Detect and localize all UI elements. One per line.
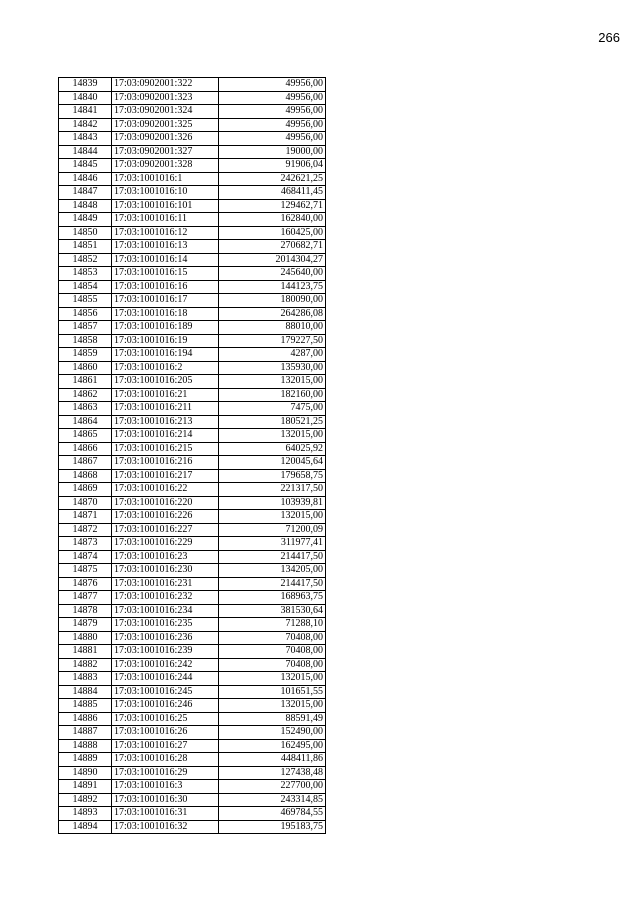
value-cell: 195183,75 [219, 820, 326, 834]
cadastral-number-cell: 17:03:1001016:229 [112, 537, 219, 551]
table-row [59, 550, 326, 564]
value-cell: 144123,75 [219, 280, 326, 294]
cadastral-number-cell: 17:03:1001016:215 [112, 442, 219, 456]
cadastral-number-cell: 17:03:1001016:27 [112, 739, 219, 753]
cadastral-number-cell: 17:03:1001016:231 [112, 577, 219, 591]
table-row [59, 658, 326, 672]
row-number-cell: 14841 [59, 105, 112, 119]
cadastral-number-cell: 17:03:1001016:16 [112, 280, 219, 294]
table-row [59, 186, 326, 200]
row-number-cell: 14866 [59, 442, 112, 456]
value-cell: 179227,50 [219, 334, 326, 348]
row-number-cell: 14878 [59, 604, 112, 618]
table-row [59, 631, 326, 645]
value-cell: 88010,00 [219, 321, 326, 335]
table-row [59, 105, 326, 119]
cadastral-number-cell: 17:03:1001016:230 [112, 564, 219, 578]
table-row [59, 766, 326, 780]
value-cell: 132015,00 [219, 699, 326, 713]
value-cell: 221317,50 [219, 483, 326, 497]
row-number-cell: 14890 [59, 766, 112, 780]
table-row [59, 807, 326, 821]
value-cell: 242621,25 [219, 172, 326, 186]
value-cell: 120045,64 [219, 456, 326, 470]
row-number-cell: 14846 [59, 172, 112, 186]
value-cell: 245640,00 [219, 267, 326, 281]
table-row [59, 685, 326, 699]
row-number-cell: 14880 [59, 631, 112, 645]
cadastral-number-cell: 17:03:1001016:239 [112, 645, 219, 659]
row-number-cell: 14863 [59, 402, 112, 416]
value-cell: 49956,00 [219, 132, 326, 146]
table-row [59, 78, 326, 92]
row-number-cell: 14879 [59, 618, 112, 632]
value-cell: 135930,00 [219, 361, 326, 375]
row-number-cell: 14851 [59, 240, 112, 254]
row-number-cell: 14845 [59, 159, 112, 173]
table-row [59, 91, 326, 105]
table-row [59, 213, 326, 227]
row-number-cell: 14873 [59, 537, 112, 551]
row-number-cell: 14869 [59, 483, 112, 497]
table-row [59, 483, 326, 497]
row-number-cell: 14874 [59, 550, 112, 564]
cadastral-number-cell: 17:03:0902001:322 [112, 78, 219, 92]
value-cell: 127438,48 [219, 766, 326, 780]
table-row [59, 348, 326, 362]
value-cell: 91906,04 [219, 159, 326, 173]
table-row [59, 159, 326, 173]
cadastral-number-cell: 17:03:1001016:220 [112, 496, 219, 510]
row-number-cell: 14852 [59, 253, 112, 267]
table-row [59, 294, 326, 308]
row-number-cell: 14844 [59, 145, 112, 159]
table-row [59, 240, 326, 254]
value-cell: 468411,45 [219, 186, 326, 200]
cadastral-number-cell: 17:03:1001016:11 [112, 213, 219, 227]
cadastral-number-cell: 17:03:0902001:324 [112, 105, 219, 119]
value-cell: 132015,00 [219, 375, 326, 389]
row-number-cell: 14894 [59, 820, 112, 834]
table-row [59, 591, 326, 605]
table-row [59, 537, 326, 551]
value-cell: 103939,81 [219, 496, 326, 510]
cadastral-number-cell: 17:03:1001016:242 [112, 658, 219, 672]
value-cell: 179658,75 [219, 469, 326, 483]
value-cell: 70408,00 [219, 645, 326, 659]
row-number-cell: 14843 [59, 132, 112, 146]
cadastral-number-cell: 17:03:1001016:3 [112, 780, 219, 794]
value-cell: 2014304,27 [219, 253, 326, 267]
cadastral-number-cell: 17:03:0902001:328 [112, 159, 219, 173]
value-cell: 180521,25 [219, 415, 326, 429]
row-number-cell: 14882 [59, 658, 112, 672]
value-cell: 132015,00 [219, 510, 326, 524]
table-row [59, 307, 326, 321]
row-number-cell: 14884 [59, 685, 112, 699]
cadastral-number-cell: 17:03:1001016:2 [112, 361, 219, 375]
row-number-cell: 14889 [59, 753, 112, 767]
row-number-cell: 14893 [59, 807, 112, 821]
cadastral-number-cell: 17:03:1001016:235 [112, 618, 219, 632]
table-row [59, 699, 326, 713]
cadastral-number-cell: 17:03:1001016:213 [112, 415, 219, 429]
value-cell: 71288,10 [219, 618, 326, 632]
table-row [59, 753, 326, 767]
cadastral-number-cell: 17:03:1001016:26 [112, 726, 219, 740]
cadastral-number-cell: 17:03:1001016:1 [112, 172, 219, 186]
cadastral-number-cell: 17:03:1001016:13 [112, 240, 219, 254]
cadastral-number-cell: 17:03:0902001:325 [112, 118, 219, 132]
row-number-cell: 14850 [59, 226, 112, 240]
cadastral-number-cell: 17:03:1001016:17 [112, 294, 219, 308]
cadastral-number-cell: 17:03:1001016:31 [112, 807, 219, 821]
table-row [59, 523, 326, 537]
records-table-body [59, 78, 326, 834]
value-cell: 264286,08 [219, 307, 326, 321]
value-cell: 134205,00 [219, 564, 326, 578]
value-cell: 19000,00 [219, 145, 326, 159]
row-number-cell: 14870 [59, 496, 112, 510]
value-cell: 448411,86 [219, 753, 326, 767]
row-number-cell: 14877 [59, 591, 112, 605]
value-cell: 469784,55 [219, 807, 326, 821]
cadastral-number-cell: 17:03:1001016:28 [112, 753, 219, 767]
value-cell: 7475,00 [219, 402, 326, 416]
table-row [59, 456, 326, 470]
row-number-cell: 14885 [59, 699, 112, 713]
value-cell: 227700,00 [219, 780, 326, 794]
table-row [59, 334, 326, 348]
value-cell: 132015,00 [219, 429, 326, 443]
row-number-cell: 14891 [59, 780, 112, 794]
row-number-cell: 14871 [59, 510, 112, 524]
row-number-cell: 14861 [59, 375, 112, 389]
table-row [59, 726, 326, 740]
table-row [59, 253, 326, 267]
cadastral-number-cell: 17:03:1001016:22 [112, 483, 219, 497]
value-cell: 162840,00 [219, 213, 326, 227]
cadastral-number-cell: 17:03:1001016:226 [112, 510, 219, 524]
table-row [59, 564, 326, 578]
value-cell: 88591,49 [219, 712, 326, 726]
table-row [59, 672, 326, 686]
table-row [59, 820, 326, 834]
table-row [59, 280, 326, 294]
row-number-cell: 14887 [59, 726, 112, 740]
row-number-cell: 14865 [59, 429, 112, 443]
cadastral-number-cell: 17:03:1001016:101 [112, 199, 219, 213]
table-row [59, 739, 326, 753]
table-row [59, 132, 326, 146]
cadastral-number-cell: 17:03:1001016:10 [112, 186, 219, 200]
table-row [59, 118, 326, 132]
row-number-cell: 14876 [59, 577, 112, 591]
cadastral-number-cell: 17:03:1001016:227 [112, 523, 219, 537]
cadastral-number-cell: 17:03:1001016:18 [112, 307, 219, 321]
value-cell: 168963,75 [219, 591, 326, 605]
value-cell: 381530,64 [219, 604, 326, 618]
value-cell: 180090,00 [219, 294, 326, 308]
table-row [59, 267, 326, 281]
row-number-cell: 14858 [59, 334, 112, 348]
table-row [59, 429, 326, 443]
row-number-cell: 14849 [59, 213, 112, 227]
table-row [59, 604, 326, 618]
row-number-cell: 14888 [59, 739, 112, 753]
page-number: 266 [598, 30, 620, 45]
cadastral-number-cell: 17:03:1001016:234 [112, 604, 219, 618]
value-cell: 129462,71 [219, 199, 326, 213]
row-number-cell: 14857 [59, 321, 112, 335]
cadastral-number-cell: 17:03:1001016:25 [112, 712, 219, 726]
row-number-cell: 14847 [59, 186, 112, 200]
cadastral-number-cell: 17:03:0902001:326 [112, 132, 219, 146]
table-row [59, 226, 326, 240]
table-row [59, 199, 326, 213]
table-row [59, 442, 326, 456]
table-row [59, 712, 326, 726]
table-row [59, 618, 326, 632]
table-row [59, 415, 326, 429]
cadastral-number-cell: 17:03:1001016:21 [112, 388, 219, 402]
value-cell: 162495,00 [219, 739, 326, 753]
value-cell: 49956,00 [219, 105, 326, 119]
value-cell: 214417,50 [219, 550, 326, 564]
table-row [59, 172, 326, 186]
value-cell: 70408,00 [219, 658, 326, 672]
cadastral-number-cell: 17:03:1001016:32 [112, 820, 219, 834]
row-number-cell: 14839 [59, 78, 112, 92]
value-cell: 49956,00 [219, 118, 326, 132]
cadastral-number-cell: 17:03:1001016:23 [112, 550, 219, 564]
value-cell: 311977,41 [219, 537, 326, 551]
row-number-cell: 14867 [59, 456, 112, 470]
value-cell: 101651,55 [219, 685, 326, 699]
table-row [59, 577, 326, 591]
value-cell: 4287,00 [219, 348, 326, 362]
cadastral-number-cell: 17:03:1001016:217 [112, 469, 219, 483]
cadastral-number-cell: 17:03:1001016:19 [112, 334, 219, 348]
row-number-cell: 14868 [59, 469, 112, 483]
table-row [59, 510, 326, 524]
table-row [59, 321, 326, 335]
table-row [59, 780, 326, 794]
cadastral-number-cell: 17:03:1001016:14 [112, 253, 219, 267]
row-number-cell: 14875 [59, 564, 112, 578]
table-row [59, 496, 326, 510]
cadastral-number-cell: 17:03:0902001:323 [112, 91, 219, 105]
value-cell: 71200,09 [219, 523, 326, 537]
value-cell: 152490,00 [219, 726, 326, 740]
table-row [59, 375, 326, 389]
row-number-cell: 14860 [59, 361, 112, 375]
row-number-cell: 14883 [59, 672, 112, 686]
row-number-cell: 14862 [59, 388, 112, 402]
table-row [59, 388, 326, 402]
cadastral-number-cell: 17:03:1001016:236 [112, 631, 219, 645]
value-cell: 160425,00 [219, 226, 326, 240]
table-row [59, 469, 326, 483]
cadastral-number-cell: 17:03:1001016:244 [112, 672, 219, 686]
row-number-cell: 14855 [59, 294, 112, 308]
value-cell: 214417,50 [219, 577, 326, 591]
row-number-cell: 14859 [59, 348, 112, 362]
row-number-cell: 14886 [59, 712, 112, 726]
table-row [59, 402, 326, 416]
value-cell: 182160,00 [219, 388, 326, 402]
table-row [59, 145, 326, 159]
row-number-cell: 14856 [59, 307, 112, 321]
cadastral-number-cell: 17:03:1001016:245 [112, 685, 219, 699]
cadastral-number-cell: 17:03:1001016:205 [112, 375, 219, 389]
cadastral-number-cell: 17:03:1001016:194 [112, 348, 219, 362]
row-number-cell: 14854 [59, 280, 112, 294]
value-cell: 243314,85 [219, 793, 326, 807]
cadastral-number-cell: 17:03:1001016:211 [112, 402, 219, 416]
value-cell: 270682,71 [219, 240, 326, 254]
cadastral-number-cell: 17:03:1001016:30 [112, 793, 219, 807]
row-number-cell: 14881 [59, 645, 112, 659]
cadastral-number-cell: 17:03:1001016:232 [112, 591, 219, 605]
cadastral-number-cell: 17:03:1001016:29 [112, 766, 219, 780]
value-cell: 64025,92 [219, 442, 326, 456]
value-cell: 70408,00 [219, 631, 326, 645]
row-number-cell: 14853 [59, 267, 112, 281]
cadastral-number-cell: 17:03:1001016:216 [112, 456, 219, 470]
row-number-cell: 14892 [59, 793, 112, 807]
row-number-cell: 14872 [59, 523, 112, 537]
cadastral-number-cell: 17:03:0902001:327 [112, 145, 219, 159]
row-number-cell: 14864 [59, 415, 112, 429]
row-number-cell: 14848 [59, 199, 112, 213]
cadastral-number-cell: 17:03:1001016:214 [112, 429, 219, 443]
cadastral-number-cell: 17:03:1001016:246 [112, 699, 219, 713]
table-row [59, 361, 326, 375]
value-cell: 49956,00 [219, 91, 326, 105]
cadastral-number-cell: 17:03:1001016:189 [112, 321, 219, 335]
value-cell: 132015,00 [219, 672, 326, 686]
records-table [58, 77, 326, 834]
value-cell: 49956,00 [219, 78, 326, 92]
cadastral-number-cell: 17:03:1001016:12 [112, 226, 219, 240]
cadastral-number-cell: 17:03:1001016:15 [112, 267, 219, 281]
table-row [59, 793, 326, 807]
row-number-cell: 14842 [59, 118, 112, 132]
row-number-cell: 14840 [59, 91, 112, 105]
table-row [59, 645, 326, 659]
